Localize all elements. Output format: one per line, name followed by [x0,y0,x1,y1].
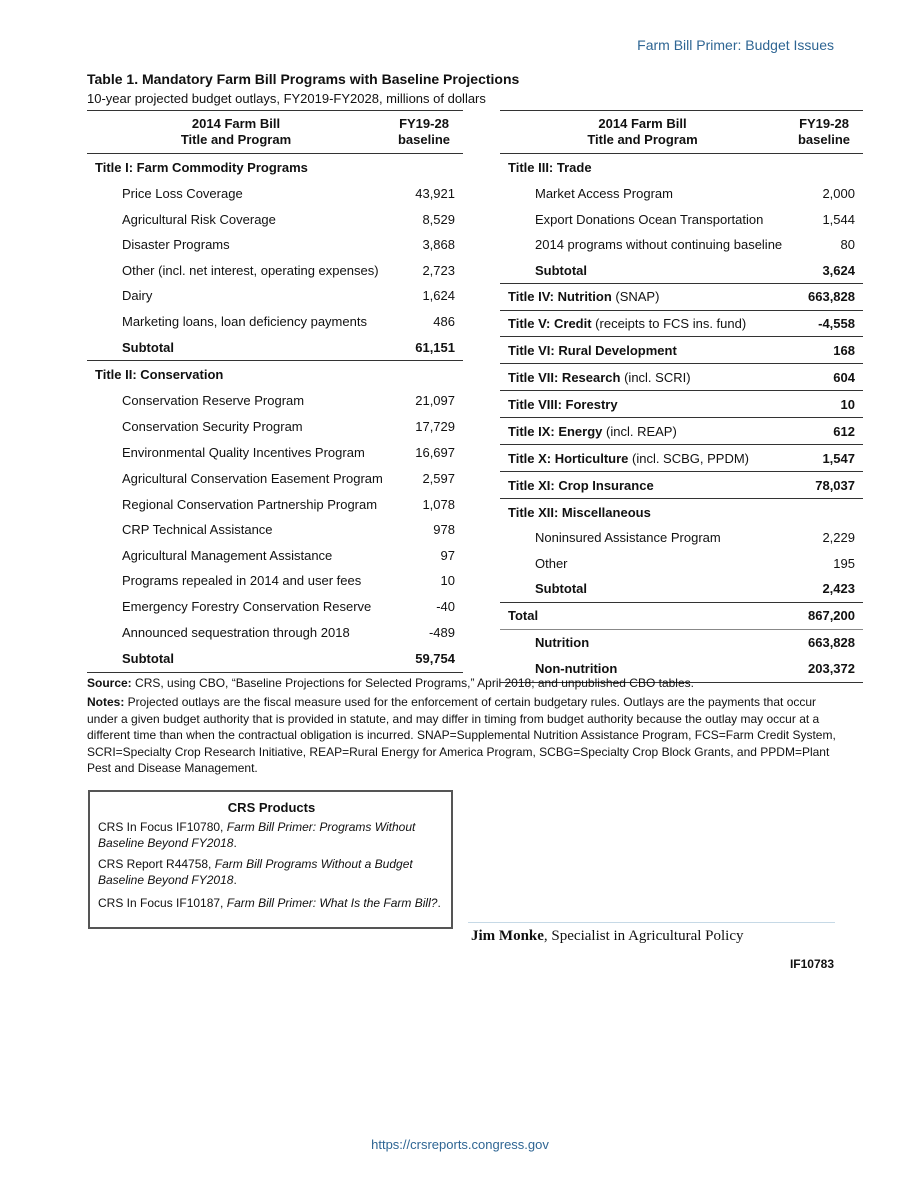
table-row-subtotal: Subtotal 3,624 [500,258,863,285]
table-row: Environmental Quality Incentives Program 16,697 [122,444,455,460]
table-row-subtotal: Subtotal 2,423 [500,576,863,603]
header-baseline: FY19-28 baseline [797,116,851,147]
table-row: Title VII: Research (incl. SCRI) 604 [500,364,863,391]
table-row: Market Access Program 2,000 [535,186,855,202]
table-row-subtotal: Subtotal 61,151 [87,334,463,361]
table-row: Disaster Programs 3,868 [122,237,455,253]
table-row: Non-nutrition 203,372 [500,656,863,683]
table-subtitle: 10-year projected budget outlays, FY2019-FY2028, millions of dollars [87,91,486,106]
crs-products-box [88,790,453,929]
document-id: IF10783 [789,957,834,971]
table-row: Nutrition 663,828 [535,635,855,650]
table-row: Title VIII: Forestry 10 [500,391,863,418]
products-title: CRS Products [227,800,316,815]
table-row: Title XI: Crop Insurance 78,037 [500,472,863,499]
table-row: Agricultural Management Assistance 97 [122,547,455,563]
table-row: Conservation Reserve Program 21,097 [122,392,455,408]
table-row: Agricultural Risk Coverage 8,529 [122,211,455,227]
table-row: Noninsured Assistance Program 2,229 [535,530,855,546]
table-row: Title V: Credit (receipts to FCS ins. fund) -4,558 [500,311,863,338]
header-title-program: 2014 Farm Bill Title and Program [587,116,698,147]
product-item[interactable]: CRS In Focus IF10187, Farm Bill Primer: What Is the Farm Bill?. [98,895,441,910]
table-row: Conservation Security Program 17,729 [122,418,455,434]
table-row: Regional Conservation Partnership Program 1,078 [122,496,455,512]
table-row: Title IX: Energy (incl. REAP) 612 [500,418,863,445]
author-divider [468,922,835,923]
table-notes: Notes: Projected outlays are the fiscal measure used for the enforcement of certain budgetary rules. Outlays are the payments that occur under a given budget authority that is provided in statute, and may differ in timing from budget authority because the outlay may occur at a different time than when the contractual obligation is incurred. SNAP=Supplemental Nutrition Assistance Program, FCS=Farm Credit System, SCRI=Specialty Crop Research Initiative, REAP=Rural Energy for America Program, SCBG=Specialty Crop Block Grants, and PPDM=Plant Pest and Disease Management. [87,695,836,775]
running-header: Farm Bill Primer: Budget Issues [637,37,834,53]
table-row: Title X: Horticulture (incl. SCBG, PPDM) 1,547 [500,445,863,472]
table-row: CRP Technical Assistance 978 [122,522,455,538]
table-row-subtotal: Subtotal 59,754 [87,646,463,673]
table-row: Title I: Farm Commodity Programs [95,160,308,175]
header-title-program: 2014 Farm Bill Title and Program [180,116,292,147]
table-row: Marketing loans, loan deficiency payments 486 [122,313,455,329]
table-header-left [87,111,463,154]
table-row: Announced sequestration through 2018 -489 [122,625,455,640]
author-credit: Jim Monke, Specialist in Agricultural Policy [471,928,744,944]
product-item[interactable]: CRS In Focus IF10780, Farm Bill Primer: Programs Without Baseline Beyond FY2018. [98,819,416,850]
table-row-total: Total 867,200 [500,603,863,630]
table-row: Export Donations Ocean Transportation 1,544 [535,211,855,227]
table-row: 2014 programs without continuing baseline 80 [535,237,855,253]
table-right-column [500,110,863,683]
table-row: Other (incl. net interest, operating expenses) 2,723 [122,262,455,278]
table-row: Dairy 1,624 [122,288,455,304]
table-header-right [500,111,863,154]
table-left-column [87,110,463,673]
header-baseline: FY19-28 baseline [397,116,451,147]
table-row: Title III: Trade [508,160,592,175]
table-row: Other 195 [535,555,855,571]
table-row: Title VI: Rural Development 168 [500,337,863,364]
table-row: Programs repealed in 2014 and user fees 10 [122,573,455,589]
table-row: Agricultural Conservation Easement Program 2,597 [122,470,455,486]
table-title: Table 1. Mandatory Farm Bill Programs with Baseline Projections [87,71,520,87]
footer-url[interactable]: https://crsreports.congress.gov [371,1137,549,1152]
table-row: Title II: Conservation [95,366,224,382]
table-row: Price Loss Coverage 43,921 [122,186,455,202]
table-source: Source: CRS, using CBO, “Baseline Projections for Selected Programs,” April 2018; and unpublished CBO tables. [87,676,694,690]
table-row: Title IV: Nutrition (SNAP) 663,828 [500,284,863,311]
product-item[interactable]: CRS Report R44758, Farm Bill Programs Without a Budget Baseline Beyond FY2018. [98,856,413,887]
table-row: Emergency Forestry Conservation Reserve -40 [122,599,455,614]
table-row: Title XII: Miscellaneous [508,504,651,520]
